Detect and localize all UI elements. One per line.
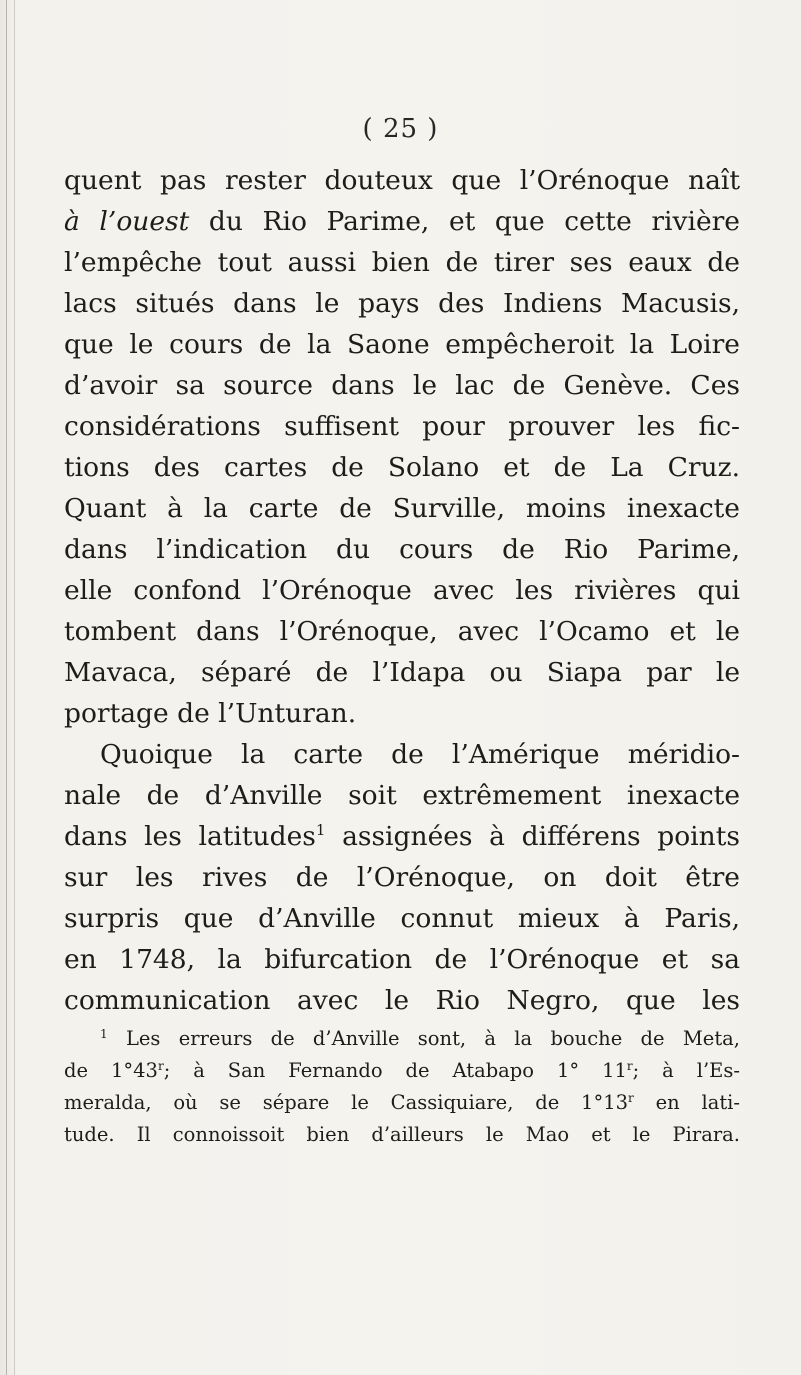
text-line: l’empêche tout aussi bien de tirer ses eaux de bbox=[64, 247, 740, 278]
text-line: sur les rives de l’Orénoque, on doit être bbox=[64, 862, 740, 893]
footnote-text: ; à San Fernando de Atabapo 1° 11 bbox=[163, 1059, 627, 1082]
text-line: tions des cartes de Solano et de La Cruz. bbox=[64, 452, 740, 483]
paragraph-start-line: Quoique la carte de l’Amérique méridio- bbox=[100, 739, 740, 770]
text-line: nale de d’Anville soit extrêmement inexacte bbox=[64, 780, 740, 811]
footnote-text: meralda, où se sépare le Cassiquiare, de 1°13 bbox=[64, 1091, 629, 1114]
text-line: lacs situés dans le pays des Indiens Macusis, bbox=[64, 288, 740, 319]
minute-mark: r bbox=[626, 1059, 633, 1073]
page-number: ( 25 ) bbox=[362, 114, 439, 144]
body-text bbox=[64, 160, 740, 1021]
text-line: communication avec le Rio Negro, que les bbox=[64, 985, 740, 1016]
text-line-rest: du Rio Parime, et que cette rivière bbox=[208, 206, 740, 237]
text-line: en 1748, la bifurcation de l’Orénoque et sa bbox=[64, 944, 740, 975]
page-gutter-line bbox=[14, 0, 15, 1375]
footnote-line bbox=[64, 1023, 740, 1055]
minute-mark: r bbox=[628, 1091, 634, 1105]
footnote-marker: 1 bbox=[100, 1027, 108, 1041]
italic-phrase: à l’ouest bbox=[64, 206, 190, 237]
text-line bbox=[64, 816, 740, 857]
text-line: elle confond l’Orénoque avec les rivières qui bbox=[64, 575, 740, 606]
page-gutter-line bbox=[6, 0, 7, 1375]
footnote bbox=[64, 1023, 740, 1151]
text-line: considérations suffisent pour prouver les fic- bbox=[64, 411, 740, 442]
text-line-start: dans les latitudes bbox=[64, 821, 316, 852]
footnote-text: de 1°43 bbox=[64, 1059, 158, 1082]
text-line: que le cours de la Saone empêcheroit la Loire bbox=[64, 329, 740, 360]
text-line: portage de l’Unturan. bbox=[64, 698, 357, 729]
text-line: quent pas rester douteux que l’Orénoque naît bbox=[64, 165, 740, 196]
footnote-text: Les erreurs de d’Anville sont, à la bouche de Meta, bbox=[125, 1027, 740, 1050]
footnote-line: tude. Il connoissoit bien d’ailleurs le Mao et le Pirara. bbox=[64, 1123, 740, 1146]
text-line bbox=[64, 201, 740, 242]
footnote-text: ; à l’Es- bbox=[632, 1059, 740, 1082]
minute-mark: r bbox=[157, 1059, 164, 1073]
text-line: d’avoir sa source dans le lac de Genève. Ces bbox=[64, 370, 740, 401]
footnote-line bbox=[64, 1055, 740, 1087]
text-line: tombent dans l’Orénoque, avec l’Ocamo et le bbox=[64, 616, 740, 647]
text-line: Quant à la carte de Surville, moins inexacte bbox=[64, 493, 740, 524]
text-line: Mavaca, séparé de l’Idapa ou Siapa par le bbox=[64, 657, 740, 688]
footnote-line bbox=[64, 1087, 740, 1119]
footnote-reference: 1 bbox=[315, 821, 326, 839]
footnote-text: en lati- bbox=[633, 1091, 740, 1114]
text-line: surpris que d’Anville connut mieux à Paris, bbox=[64, 903, 740, 934]
text-line-rest: assignées à différens points bbox=[342, 821, 740, 852]
text-line: dans l’indication du cours de Rio Parime, bbox=[64, 534, 740, 565]
